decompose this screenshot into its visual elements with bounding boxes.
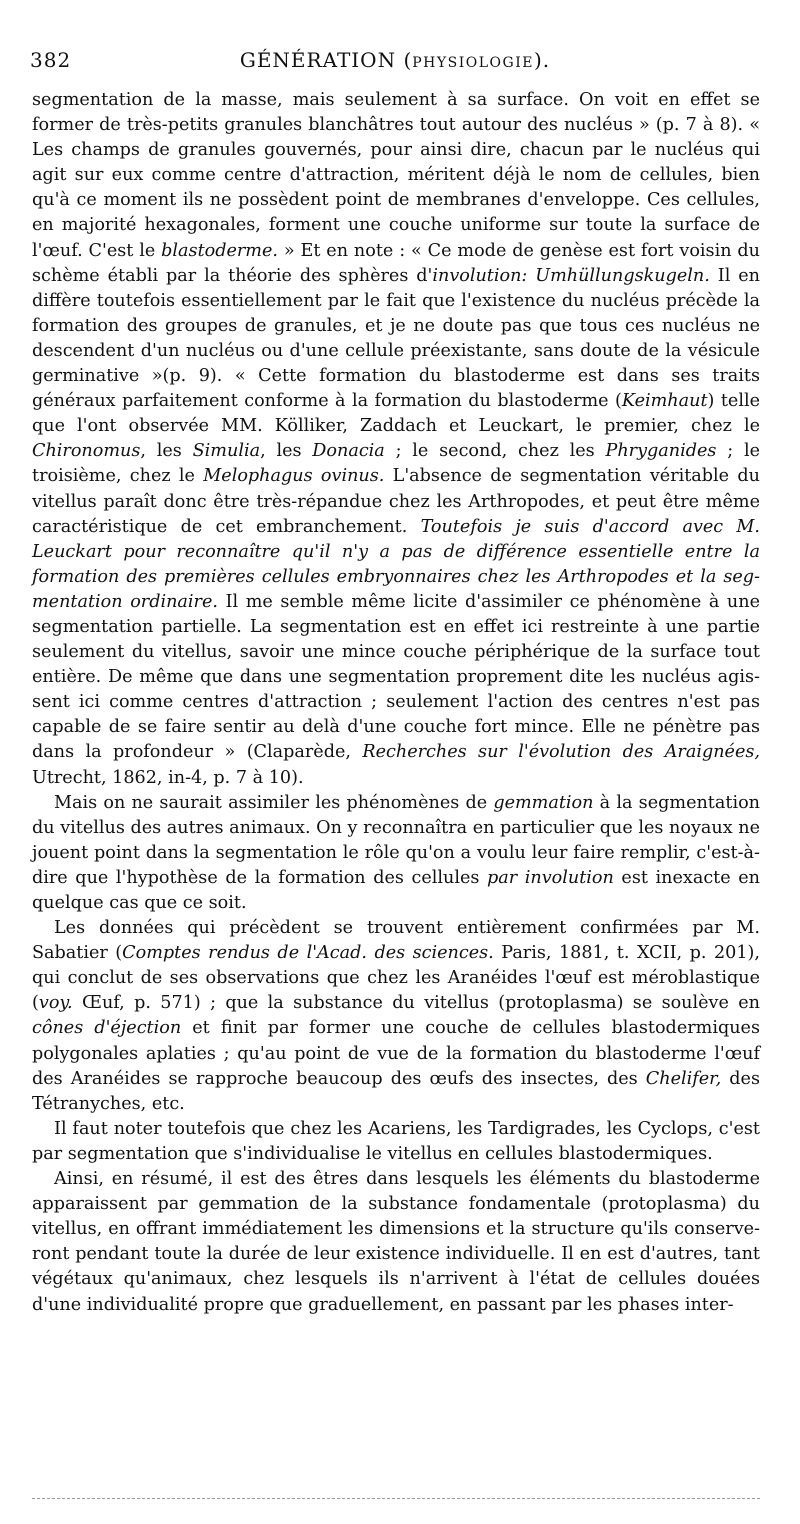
text-run: des Tétranyches, etc. — [32, 1068, 761, 1114]
text-run: ; le second, chez les — [384, 441, 606, 462]
text-run: , les — [260, 441, 313, 462]
text-run: segmentation de la masse, mais seulement à sa surface. On voit en effet se former de très-petits granules blanchâtres tout autour des nucléus » (p. 7 à 8). « Les champs de granules gouvernés, pour ainsi dire, chacun par le nucléus qui agit sur eux comme centre d'attraction, méritent déjà le nom de cellules, bien qu'à ce moment ils ne possèdent point de membranes d'enveloppe. Ces cellules, en majorité hexagonales, forment une couche uniforme sur toute la surface de l'œuf. C'est le — [32, 90, 760, 261]
text-run: et finit par former une couche de cellules blastodermiques polygonales aplaties ; qu'au point de vue de la formation du blastoderme l'œuf des Aranéides se rapproche beaucoup des œufs des insectes, des — [32, 1018, 760, 1089]
italic-run: Chelifer, — [645, 1068, 722, 1089]
italic-run: Keimhaut — [621, 391, 708, 412]
text-run: L'absence de segmentation véritable du vitellus paraît donc être très-répandue chez les Arthropodes, et peut être même caractéristique de cet embranchement. — [32, 466, 760, 537]
text-run: Il me semble même licite d'assimiler ce phénomène à une segmentation partielle. La segmentation est en effet ici restreinte à une partie seulement du vitellus, savoir une mince couche périphérique de la surface tout entière. De même que dans une segmentation proprement dite les nucléus agissent ici comme centres d'attraction ; seulement l'action des centres n'est pas capable de se faire sentir au delà d'une couche fort mince. Elle ne pénètre pas dans la profondeur » (Claparède, — [32, 591, 760, 763]
italic-run: gemmation — [493, 792, 594, 813]
running-title-main: GÉNÉRATION — [239, 48, 397, 72]
text-run: Les données qui précèdent se trouvent entièrement confirmées par M. Sabatier ( — [32, 918, 760, 964]
text-run: , les — [140, 441, 193, 462]
paragraph-gemmation — [32, 791, 760, 916]
running-title-open-paren: ( — [396, 48, 413, 72]
italic-run: voy. — [38, 993, 73, 1014]
italic-run: par involution — [487, 867, 614, 888]
text-run: Mais on ne saurait assimiler les phénomènes de — [54, 792, 494, 813]
italic-run: Toutefois je suis d'accord avec M. Leuckart pour reconnaître qu'il n'y a pas de différence essentielle entre la formation des premières cellules embryonnaires chez les Arthropodes et la segmentation ordinaire. — [32, 516, 760, 612]
paragraph-claparede-quote — [32, 88, 760, 791]
text-run: à la segmentation du vitellus des autres animaux. On y reconnaîtra en particulier que les noyaux ne jouent point dans la segmentation le rôle qu'on a voulu leur faire remplir, c'est-à-dire que l'hypothèse de la formation des cellules — [32, 792, 760, 888]
text-run: ; le troisième, chez le — [32, 441, 760, 487]
text-run: Paris, 1881, t. XCII, p. 201), qui conclut de ses observations que chez les Aranéides l'œuf est méroblastique ( — [32, 943, 760, 1014]
running-title-close-paren: ). — [533, 48, 551, 72]
italic-run: Simulia — [192, 441, 261, 462]
text-run: » Et en note : « Ce mode de genèse est fort voisin du schème établi par la théorie des sphères d' — [32, 240, 760, 286]
text-run: Il en diffère toutefois essentiellement par le fait que l'existence du nucléus précède la formation des groupes de granules, et je ne doute pas que tous ces nucléus ne descendent d'un nucléus ou d'une cellule préexistante, sans doute de la vésicule germinative »(p. 9). « Cette formation du blastoderme est dans ses traits généraux parfaitement conforme à la formation du blastoderme ( — [32, 265, 760, 412]
page-number: 382 — [30, 48, 72, 72]
running-title — [30, 48, 760, 72]
text-run: Il faut noter toutefois que chez les Acariens, les Tardigrades, les Cyclops, c'est par segmentation que s'individualise le vitellus en cellules blastodermiques. — [32, 1118, 760, 1164]
paragraph-acariens — [32, 1117, 760, 1167]
text-run: est inexacte en quelque cas que ce soit. — [32, 867, 760, 913]
italic-run: involution: Umhüllungskugeln. — [432, 265, 710, 286]
body-text — [32, 88, 760, 1318]
italic-run: Chironomus — [32, 441, 141, 462]
italic-run: Comptes rendus de l'Acad. des sciences. — [122, 943, 494, 964]
text-run: Ainsi, en résumé, il est des êtres dans lesquels les éléments du blastoderme apparaissent par gemmation de la substance fondamentale (protoplasma) du vitellus, en offrant immédiatement les dimensions et la structure qu'ils conserveront pendant toute la durée de leur existence individuelle. Il en est d'autres, tant végétaux qu'animaux, chez lesquels ils n'arrivent à l'état de cellules douées d'une individualité propre que graduellement, en passant par les phases inter- — [32, 1169, 760, 1315]
italic-run: Recherches sur l'évolution des Araignées, — [362, 742, 760, 763]
paragraph-sabatier — [32, 916, 760, 1117]
italic-run: blastoderme. — [161, 240, 278, 261]
paragraph-resume — [32, 1167, 760, 1318]
bottom-rule — [32, 1498, 760, 1499]
text-run: Utrecht, 1862, in-4, p. 7 à 10). — [32, 767, 304, 788]
italic-run: Melophagus ovinus. — [203, 466, 385, 487]
running-title-sub: PHYSIOLOGIE — [412, 55, 534, 71]
italic-run: Donacia — [312, 441, 385, 462]
text-run: ) telle que l'ont observée MM. Kölliker, Zaddach et Leuckart, le premier, chez le — [32, 391, 760, 437]
italic-run: Phryganides — [605, 441, 717, 462]
running-header — [30, 48, 760, 78]
italic-run: cônes d'éjection — [32, 1018, 182, 1039]
text-run: Œuf, p. 571) ; que la substance du vitellus (protoplasma) se soulève en — [72, 993, 760, 1014]
